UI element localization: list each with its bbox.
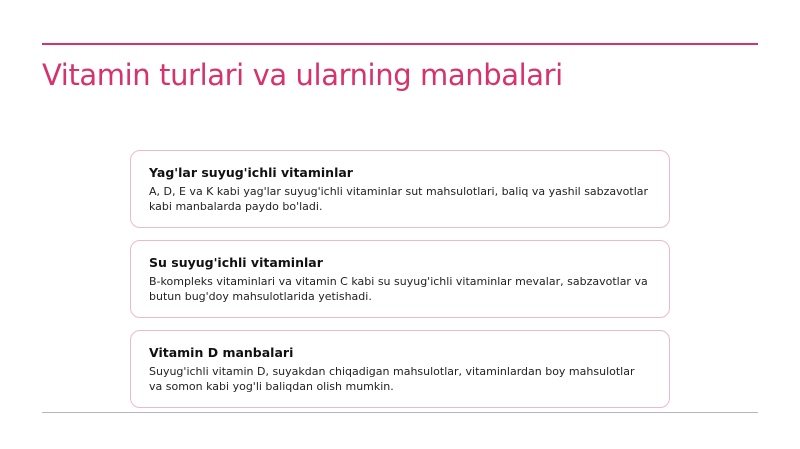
card-water-soluble-vitamins: [130, 240, 670, 318]
card-list: [130, 150, 670, 420]
top-divider: [42, 43, 758, 45]
card-title: Su suyug'ichli vitaminlar: [149, 255, 323, 270]
card-vitamin-d-sources: [130, 330, 670, 408]
card-body: B-kompleks vitaminlari va vitamin C kabi su suyug'ichli vitaminlar mevalar, sabzavotlar va butun bug'doy mahsulotlarida yetishadi.: [149, 275, 648, 303]
card-body: Suyug'ichli vitamin D, suyakdan chiqadigan mahsulotlar, vitaminlardan boy mahsulotlar va somon kabi yog'li baliqdan olish mumkin.: [149, 365, 635, 393]
card-body: A, D, E va K kabi yag'lar suyug'ichli vitaminlar sut mahsulotlari, baliq va yashil sabzavotlar kabi manbalarda paydo bo'ladi.: [149, 185, 649, 213]
card-title: Vitamin D manbalari: [149, 345, 294, 360]
card-fat-soluble-vitamins: [130, 150, 670, 228]
bottom-divider: [42, 412, 758, 413]
slide-title: Vitamin turlari va ularning manbalari: [42, 58, 563, 92]
card-title: Yag'lar suyug'ichli vitaminlar: [149, 165, 353, 180]
